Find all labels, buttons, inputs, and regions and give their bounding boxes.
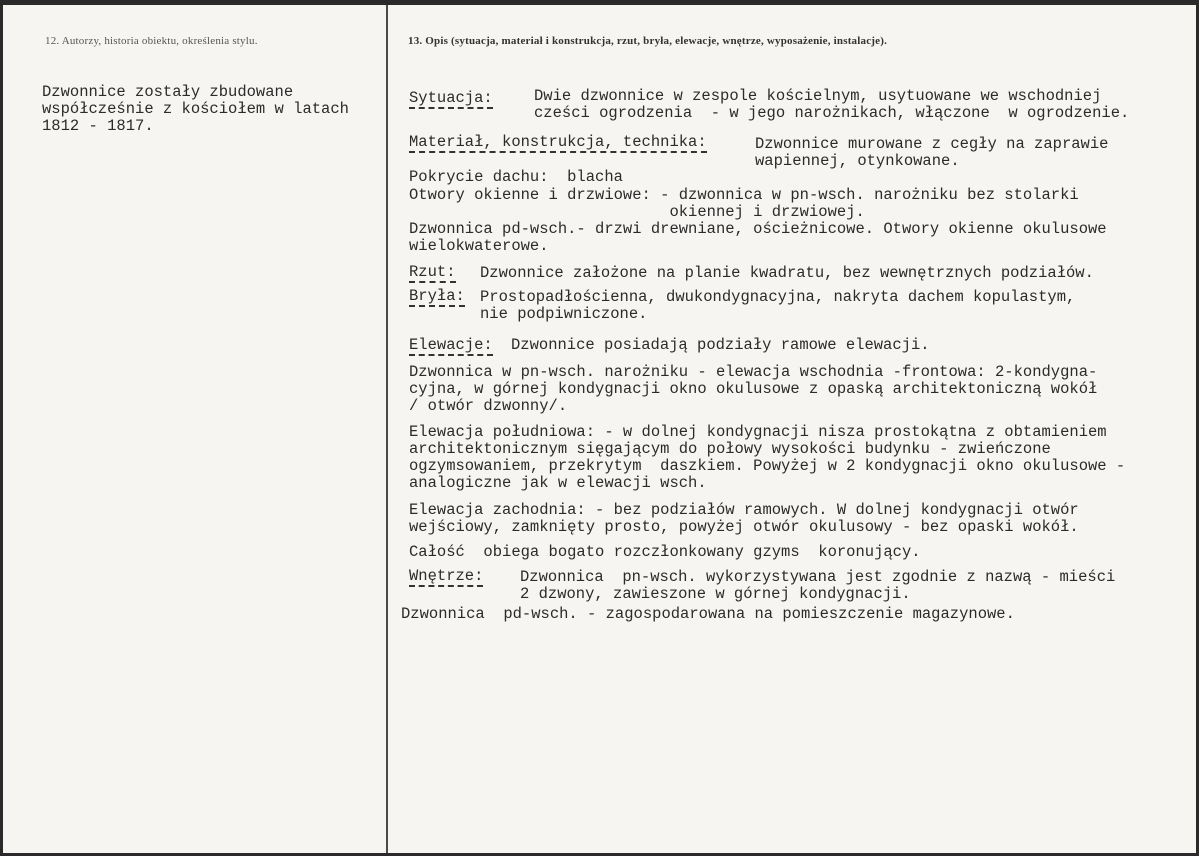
dzwonnica-magazyn-text: Dzwonnica pd-wsch. - zagospodarowana na pomieszczenie magazynowe. (401, 605, 1015, 623)
label-bryla: Bryła: (409, 287, 465, 305)
pokrycie-dachu-text: Pokrycie dachu: blacha (409, 168, 623, 186)
elewacje-text: Dzwonnice posiadają podziały ramowe elewacji. (511, 336, 930, 354)
elewacja-pn-wsch-text: Dzwonnica w pn-wsch. narożniku - elewacja wschodnia -frontowa: 2-kondygna- cyjna, w górnej kondygnacji okno okulusowe z opaską architektoniczną wokół / otwór dzwonny/. (409, 363, 1098, 415)
dzwonnica-pd-wsch-text: Dzwonnica pd-wsch.- drzwi drewniane, ościeżnicowe. Otwory okienne okulusowe wielokwaterowe. (409, 220, 1107, 255)
calosc-text: Całość obiega bogato rozczłonkowany gzyms koronujący. (409, 543, 921, 561)
rzut-text: Dzwonnice założone na planie kwadratu, bez wewnętrznych podziałów. (480, 264, 1094, 282)
elewacja-poludniowa-text: Elewacja południowa: - w dolnej kondygnacji nisza prostokątna z obtamieniem architektonicznym sięgającym do połowy wysokości budynku - zwieńczone ogzymsowaniem, przekrytym daszkiem. Powyżej w 2 kondygnacji okno okulusowe - analogiczne jak w elewacji wsch. (409, 423, 1126, 492)
wnetrze-text: Dzwonnica pn-wsch. wykorzystywana jest zgodnie z nazwą - mieści 2 dzwony, zawieszone w górnej kondygnacji. (520, 568, 1116, 603)
label-sytuacja: Sytuacja: (409, 89, 493, 107)
authors-history-text: Dzwonnice zostały zbudowane współcześnie z kościołem w latach 1812 - 1817. (42, 83, 349, 135)
bryla-text: Prostopadłościenna, dwukondygnacyjna, nakryta dachem kopulastym, nie podpiwniczone. (480, 288, 1076, 323)
elewacja-zachodnia-text: Elewacja zachodnia: - bez podziałów ramowych. W dolnej kondygnacji otwór wejściowy, zamknięty prosto, powyżej otwór okulusowy - bez opaski wokół. (409, 501, 1079, 536)
label-elewacje: Elewacje: (409, 336, 493, 354)
label-material: Materiał, konstrukcja, technika: (409, 133, 707, 151)
material-text: Dzwonnice murowane z cegły na zaprawie wapiennej, otynkowane. (755, 135, 1109, 170)
document-page (3, 5, 1196, 853)
sytuacja-text: Dwie dzwonnice w zespole kościelnym, usytuowane we wschodniej cześci ogrodzenia - w jego narożnikach, włączone w ogrodzenie. (534, 87, 1130, 122)
label-rzut: Rzut: (409, 263, 456, 281)
column-divider (386, 5, 388, 853)
header-description: 13. Opis (sytuacja, materiał i konstrukcja, rzut, bryła, elewacje, wnętrze, wyposażenie, instalacje). (408, 35, 888, 47)
label-wnetrze: Wnętrze: (409, 567, 484, 585)
otwory-text: Otwory okienne i drzwiowe: - dzwonnica w pn-wsch. narożniku bez stolarki okiennej i drzwiowej. (409, 186, 1079, 221)
header-authors-history: 12. Autorzy, historia obiektu, określenia stylu. (45, 35, 258, 47)
